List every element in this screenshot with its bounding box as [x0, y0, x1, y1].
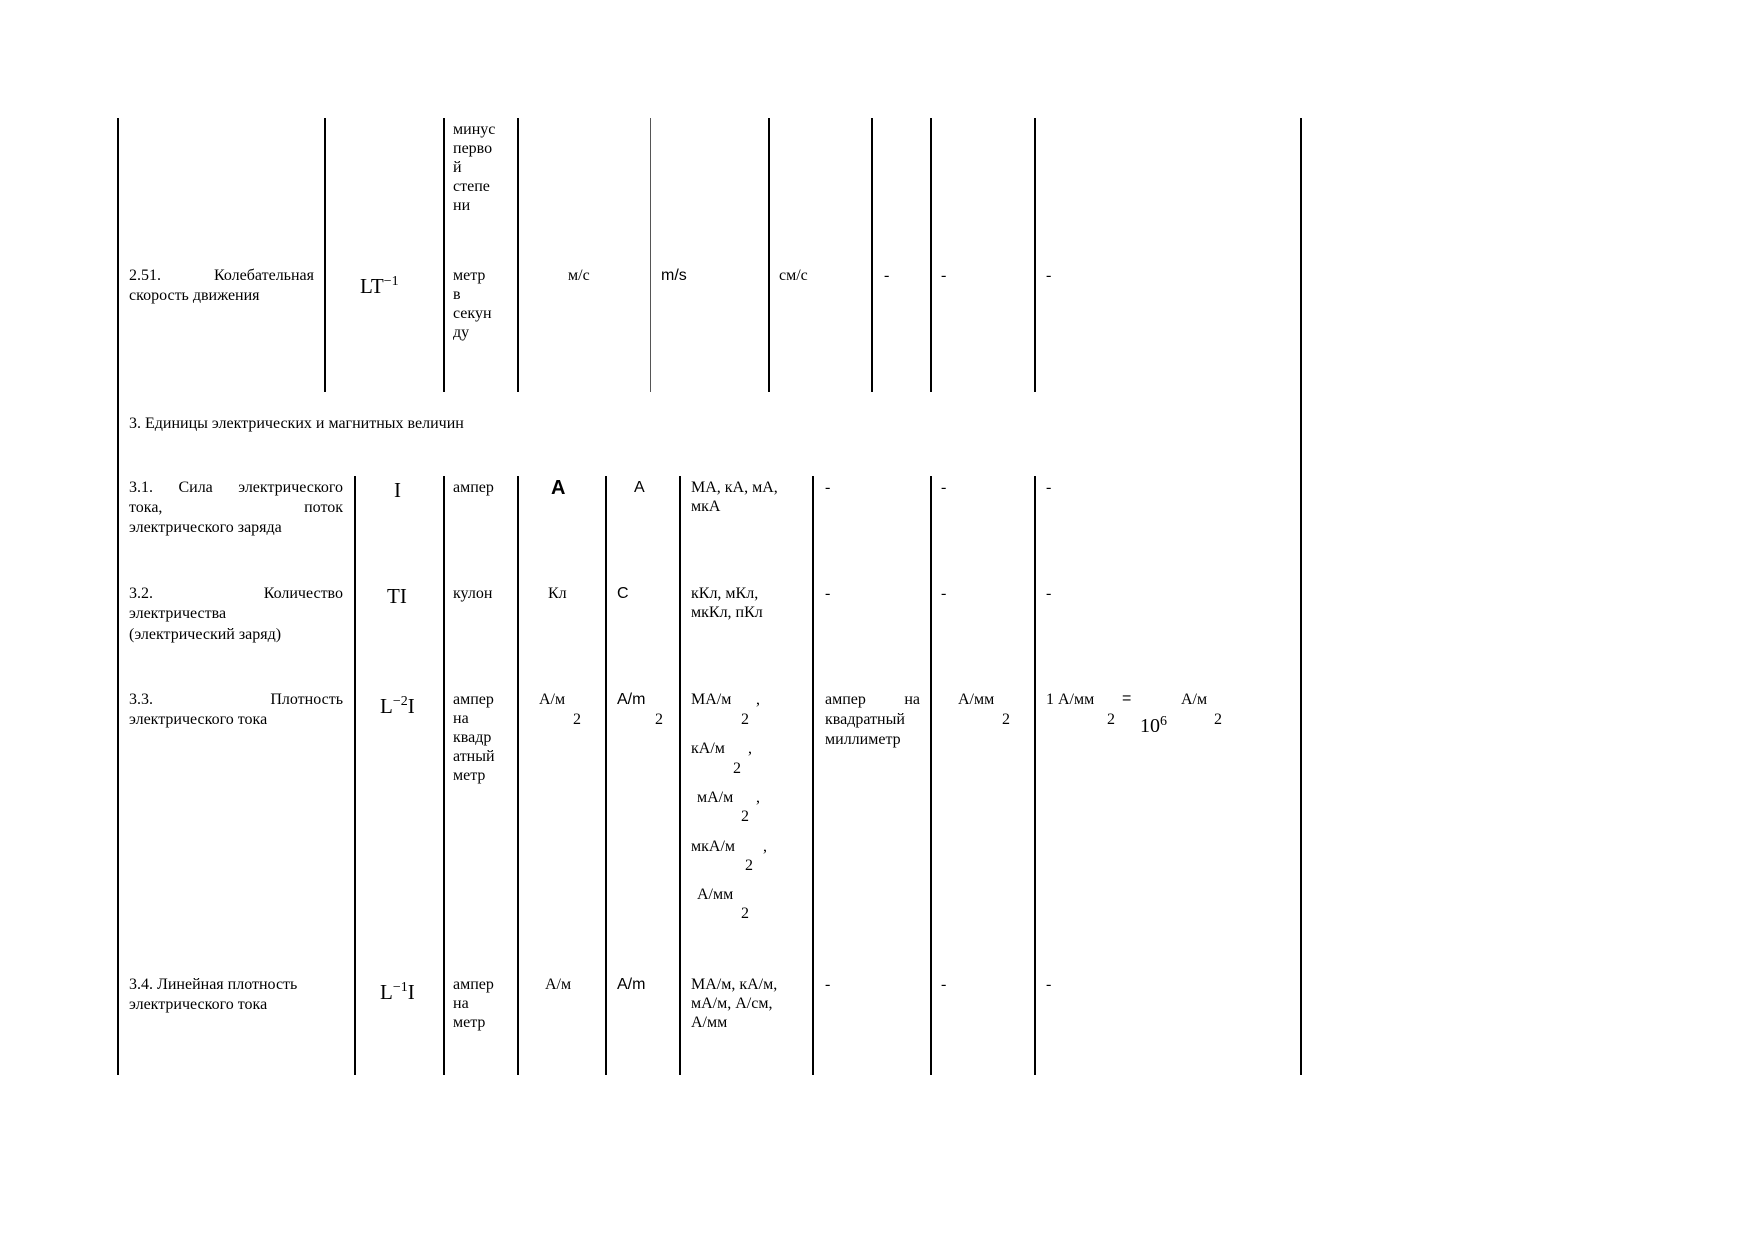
dimension-tail: I	[407, 694, 415, 718]
name-word: Плотность	[270, 691, 343, 708]
name-word: на	[904, 691, 920, 708]
unit-name	[453, 266, 492, 342]
unit-designation-ru: м/с	[568, 267, 590, 284]
multiple-unit-exp: 2	[745, 857, 753, 874]
unit-name	[453, 975, 494, 1032]
multiple-unit-exp: 2	[733, 760, 741, 777]
col-rule	[1034, 476, 1036, 1075]
col-rule	[679, 476, 681, 1075]
unit-name-line: ампер	[453, 976, 494, 993]
other-unit-name: миллиметр	[825, 731, 901, 748]
name-word: поток	[304, 499, 343, 516]
quantity-name: электрического заряда	[129, 519, 282, 536]
dimension-exponent: −2	[392, 694, 408, 709]
unit-name-line: степе	[453, 178, 490, 195]
unit-name-prefix	[453, 120, 495, 215]
dimension-base: L	[380, 694, 393, 718]
unit-name-line: секун	[453, 305, 492, 322]
other-unit-designation: А/мм	[958, 691, 995, 708]
quantity-name: электрического тока	[129, 996, 268, 1013]
quantity-name: (электрический заряд)	[129, 626, 282, 643]
section-title: 3. Единицы электрических и магнитных величин	[129, 415, 464, 432]
unit-designation-intl: A/m	[617, 976, 646, 993]
quantity-name	[129, 584, 343, 603]
multiples-line: МА/м, кА/м,	[691, 976, 778, 993]
col-rule	[517, 476, 519, 1075]
unit-name-line: перво	[453, 140, 493, 157]
other-unit-name	[825, 690, 920, 709]
name-word: Количество	[263, 585, 343, 602]
multiples-line: МА, кА, мА,	[691, 479, 778, 496]
unit-name	[453, 690, 495, 785]
multiple-unit-comma: ,	[756, 691, 760, 708]
multiple-unit: кА/м	[691, 740, 725, 757]
unit-designation-ru: А/м	[545, 976, 572, 993]
col-rule	[871, 118, 873, 392]
multiples	[691, 584, 763, 622]
multiple-unit: мА/м	[697, 789, 734, 806]
col-rule	[650, 118, 651, 392]
col-rule	[443, 118, 445, 392]
multiple-unit: мкА/м	[691, 838, 736, 855]
unit-designation-intl: m/s	[661, 267, 687, 284]
item-number: 3.3.	[129, 691, 153, 708]
unit-name-line: ампер	[453, 691, 494, 708]
multiple-unit-exp: 2	[741, 808, 749, 825]
cell-dash: -	[941, 479, 947, 496]
cell-dash: -	[825, 479, 831, 496]
unit-designation-intl: C	[617, 585, 629, 602]
quantity-name: 3.4. Линейная плотность	[129, 976, 298, 993]
quantity-name	[129, 498, 343, 517]
multiple-unit-exp: 2	[741, 905, 749, 922]
multiple-unit: МА/м	[691, 691, 732, 708]
factor-power: 6	[1160, 714, 1167, 729]
multiples	[691, 478, 778, 516]
name-word: электрического	[238, 479, 343, 496]
unit-name-line: в	[453, 286, 461, 303]
factor-base: 10	[1140, 715, 1160, 737]
item-number: 2.51.	[129, 267, 161, 284]
col-rule	[812, 476, 814, 1075]
unit-designation-ru: А	[551, 477, 566, 499]
col-rule	[930, 118, 932, 392]
conversion-equals: =	[1122, 690, 1132, 707]
col-rule	[354, 476, 356, 1075]
other-units: см/с	[779, 267, 808, 284]
unit-designation-intl: A/m	[617, 691, 646, 708]
unit-name-line: й	[453, 159, 462, 176]
unit-name-line: метр	[453, 267, 486, 284]
cell-dash: -	[825, 585, 831, 602]
cell-dash: -	[941, 267, 947, 284]
conversion-rhs: А/м	[1181, 691, 1208, 708]
quantity-name	[129, 266, 314, 285]
table-border-left	[117, 118, 119, 1075]
unit-designation-ru: А/м	[539, 691, 566, 708]
unit-name-line: метр	[453, 767, 486, 784]
name-word: тока,	[129, 499, 163, 516]
unit-name: ампер	[453, 479, 494, 496]
col-rule	[517, 118, 519, 392]
quantity-name: скорость движения	[129, 287, 260, 304]
unit-name-line: ду	[453, 324, 470, 341]
name-word: Сила	[178, 479, 213, 496]
unit-name: кулон	[453, 585, 493, 602]
dimension-exponent: −1	[383, 274, 399, 289]
conversion-lhs: 1 А/мм	[1046, 691, 1095, 708]
multiple-unit: А/мм	[697, 886, 734, 903]
col-rule	[768, 118, 770, 392]
multiples-line: кКл, мКл,	[691, 585, 759, 602]
quantity-name	[129, 478, 343, 497]
dimension	[380, 694, 415, 722]
multiple-unit-comma: ,	[748, 740, 752, 757]
unit-name-line: квадр	[453, 729, 492, 746]
dimension-base: LT	[360, 274, 384, 298]
dimension-base: L	[380, 980, 393, 1004]
multiples	[691, 975, 777, 1032]
multiple-unit-comma: ,	[756, 789, 760, 806]
other-unit-name: квадратный	[825, 711, 905, 728]
unit-name-line: на	[453, 710, 469, 727]
cell-dash: -	[1046, 976, 1052, 993]
cell-dash: -	[884, 267, 890, 284]
cell-dash: -	[825, 976, 831, 993]
item-number: 3.2.	[129, 585, 153, 602]
unit-name-line: ни	[453, 197, 471, 214]
table-border-right	[1300, 118, 1302, 1075]
quantity-name	[129, 690, 343, 709]
col-rule	[930, 476, 932, 1075]
conversion-lhs-exp: 2	[1107, 711, 1115, 728]
name-word: 3.1.	[129, 479, 153, 496]
unit-name-line: на	[453, 995, 469, 1012]
conversion-factor	[1140, 714, 1167, 738]
multiple-unit-comma: ,	[763, 838, 767, 855]
dimension	[360, 274, 399, 302]
unit-designation-intl: A	[634, 479, 645, 496]
cell-dash: -	[941, 976, 947, 993]
conversion-rhs-exp: 2	[1214, 711, 1222, 728]
multiples-line: мкКл, пКл	[691, 604, 763, 621]
unit-designation-intl-exp: 2	[655, 711, 663, 728]
unit-name-line: метр	[453, 1014, 486, 1031]
dimension: TI	[387, 584, 407, 608]
multiple-unit-exp: 2	[741, 711, 749, 728]
dimension	[380, 980, 415, 1008]
dimension: I	[394, 478, 401, 502]
name-word: Колебательная	[214, 267, 314, 284]
unit-designation-ru: Кл	[548, 585, 567, 602]
multiples-line: А/мм	[691, 1014, 728, 1031]
unit-name-line: минус	[453, 121, 496, 138]
quantity-name: электричества	[129, 605, 227, 622]
col-rule	[1034, 118, 1036, 392]
dimension-exponent: −1	[392, 980, 408, 995]
quantity-name: электрического тока	[129, 711, 268, 728]
name-word: ампер	[825, 691, 866, 708]
multiples-line: мА/м, А/см,	[691, 995, 773, 1012]
cell-dash: -	[1046, 479, 1052, 496]
col-rule	[605, 476, 607, 1075]
unit-designation-ru-exp: 2	[573, 711, 581, 728]
unit-name-line: атный	[453, 748, 495, 765]
col-rule	[324, 118, 326, 392]
dimension-tail: I	[407, 980, 415, 1004]
cell-dash: -	[1046, 267, 1052, 284]
col-rule	[443, 476, 445, 1075]
multiples-line: мкА	[691, 498, 721, 515]
cell-dash: -	[1046, 585, 1052, 602]
other-unit-designation-exp: 2	[1002, 711, 1010, 728]
cell-dash: -	[941, 585, 947, 602]
